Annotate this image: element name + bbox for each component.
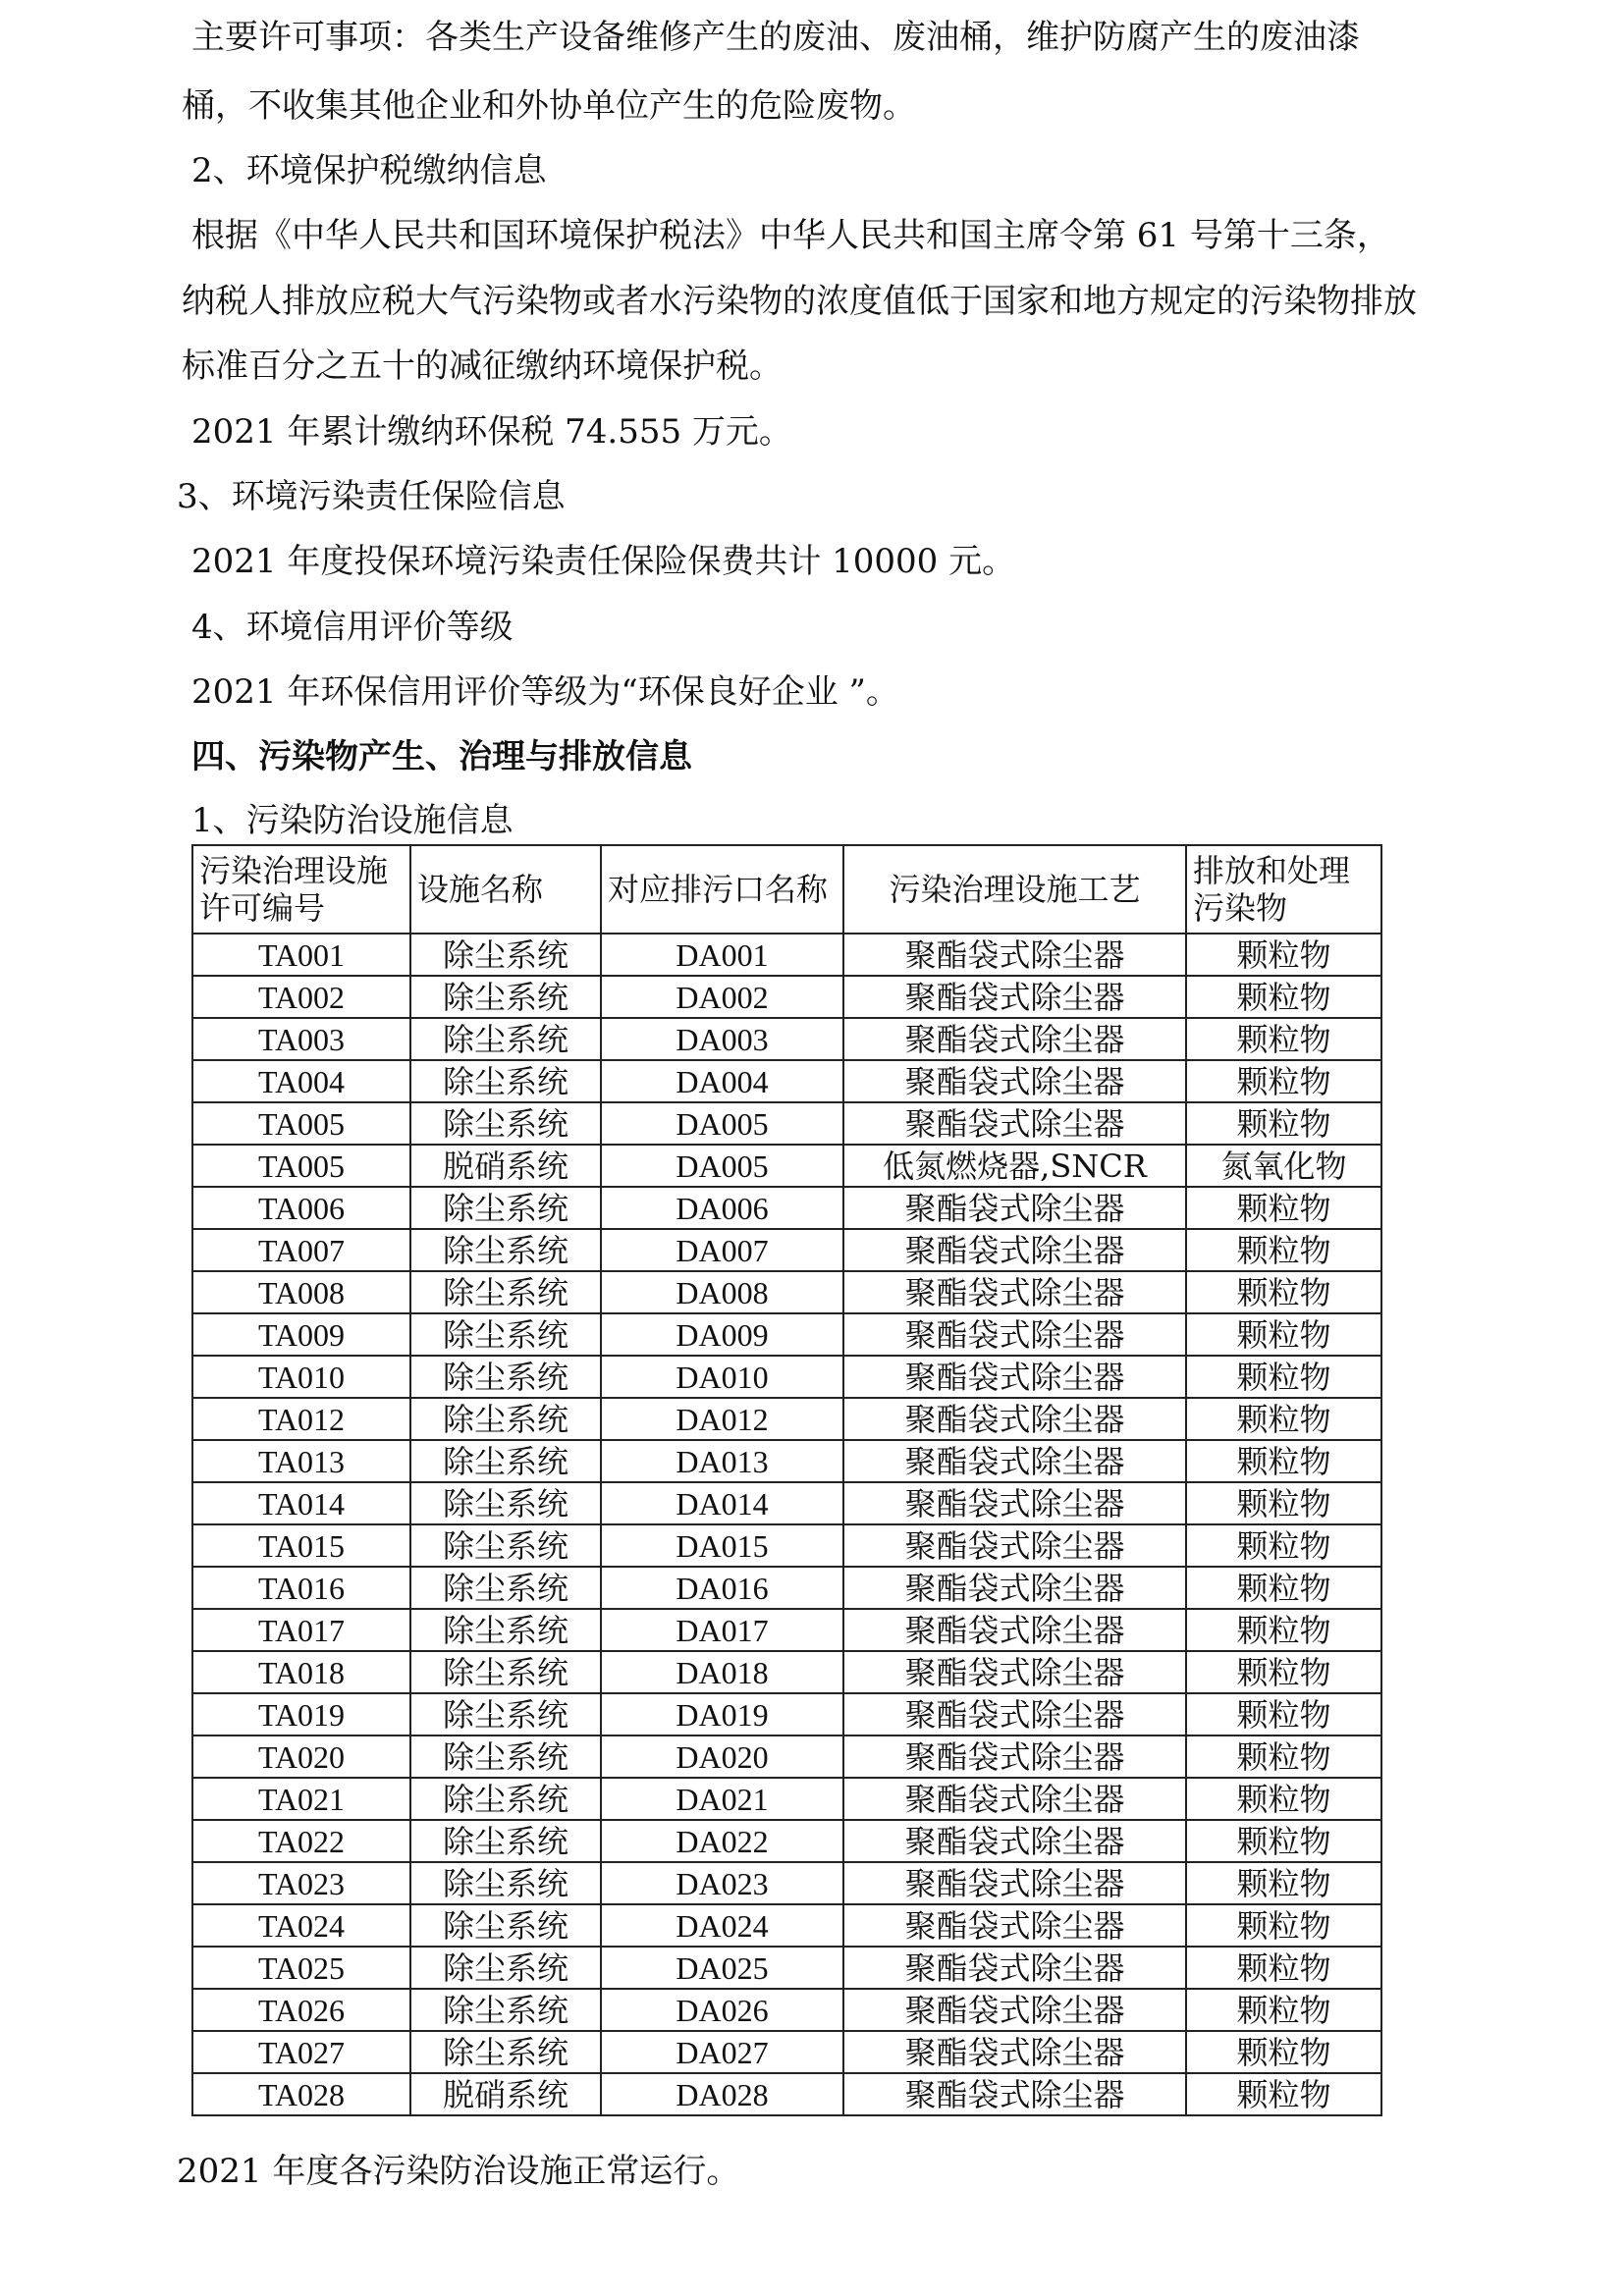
pollutant-cell: 颗粒物 bbox=[1186, 1187, 1381, 1229]
header-process: 污染治理设施工艺 bbox=[843, 845, 1186, 934]
outlet-name-cell: DA005 bbox=[601, 1102, 843, 1145]
header-outlet-name: 对应排污口名称 bbox=[601, 845, 843, 934]
table-header-row bbox=[192, 845, 1381, 934]
pollutant-cell: 颗粒物 bbox=[1186, 1778, 1381, 1820]
pollutant-cell: 颗粒物 bbox=[1186, 1229, 1381, 1271]
permit-id-cell: TA027 bbox=[192, 2031, 410, 2073]
table-row bbox=[192, 1735, 1381, 1778]
outlet-name-cell: DA025 bbox=[601, 1947, 843, 1989]
outlet-name-cell: DA023 bbox=[601, 1862, 843, 1904]
facility-name-cell: 除尘系统 bbox=[410, 1609, 601, 1651]
pollutant-cell: 颗粒物 bbox=[1186, 1693, 1381, 1735]
pollutant-cell: 颗粒物 bbox=[1186, 1524, 1381, 1567]
table-row bbox=[192, 1904, 1381, 1947]
pollutant-cell: 颗粒物 bbox=[1186, 1018, 1381, 1060]
facility-name-cell: 除尘系统 bbox=[410, 1398, 601, 1440]
table-row bbox=[192, 1567, 1381, 1609]
outlet-name-cell: DA016 bbox=[601, 1567, 843, 1609]
permit-id-cell: TA028 bbox=[192, 2073, 410, 2115]
permit-id-cell: TA010 bbox=[192, 1356, 410, 1398]
permit-id-cell: TA016 bbox=[192, 1567, 410, 1609]
permit-id-cell: TA017 bbox=[192, 1609, 410, 1651]
pollutant-cell: 颗粒物 bbox=[1186, 2031, 1381, 2073]
facility-name-cell: 除尘系统 bbox=[410, 1524, 601, 1567]
table-row bbox=[192, 1398, 1381, 1440]
permit-id-cell: TA024 bbox=[192, 1904, 410, 1947]
facility-name-cell: 除尘系统 bbox=[410, 1356, 601, 1398]
outlet-name-cell: DA001 bbox=[601, 934, 843, 976]
process-cell: 聚酯袋式除尘器 bbox=[843, 2031, 1186, 2073]
facility-name-cell: 除尘系统 bbox=[410, 1102, 601, 1145]
pollutant-cell: 颗粒物 bbox=[1186, 1482, 1381, 1524]
permit-id-cell: TA003 bbox=[192, 1018, 410, 1060]
insurance-heading: 3、环境污染责任保险信息 bbox=[177, 477, 566, 516]
table-row bbox=[192, 1145, 1381, 1187]
table-row bbox=[192, 1609, 1381, 1651]
outlet-name-cell: DA002 bbox=[601, 976, 843, 1018]
facility-name-cell: 脱硝系统 bbox=[410, 1145, 601, 1187]
outlet-name-cell: DA018 bbox=[601, 1651, 843, 1693]
facility-info-heading: 1、污染防治设施信息 bbox=[191, 801, 514, 840]
permit-id-cell: TA002 bbox=[192, 976, 410, 1018]
section-title: 四、污染物产生、治理与排放信息 bbox=[191, 737, 692, 776]
facility-name-cell: 除尘系统 bbox=[410, 1313, 601, 1356]
process-cell: 聚酯袋式除尘器 bbox=[843, 2073, 1186, 2115]
env-tax-paragraph-line-2: 纳税人排放应税大气污染物或者水污染物的浓度值低于国家和地方规定的污染物排放 bbox=[182, 282, 1417, 321]
process-cell: 聚酯袋式除尘器 bbox=[843, 1693, 1186, 1735]
credit-rating-heading: 4、环境信用评价等级 bbox=[191, 608, 514, 647]
facility-name-cell: 除尘系统 bbox=[410, 2031, 601, 2073]
process-cell: 聚酯袋式除尘器 bbox=[843, 1651, 1186, 1693]
process-cell: 聚酯袋式除尘器 bbox=[843, 1313, 1186, 1356]
permit-id-cell: TA026 bbox=[192, 1989, 410, 2031]
pollutant-cell: 颗粒物 bbox=[1186, 1947, 1381, 1989]
process-cell: 聚酯袋式除尘器 bbox=[843, 1018, 1186, 1060]
process-cell: 聚酯袋式除尘器 bbox=[843, 1904, 1186, 1947]
permit-id-cell: TA022 bbox=[192, 1820, 410, 1862]
table-row bbox=[192, 1187, 1381, 1229]
facility-name-cell: 除尘系统 bbox=[410, 1567, 601, 1609]
table-row bbox=[192, 1862, 1381, 1904]
permit-id-cell: TA005 bbox=[192, 1145, 410, 1187]
env-tax-paragraph-line-1: 根据《中华人民共和国环境保护税法》中华人民共和国主席令第 61 号第十三条， bbox=[191, 216, 1390, 255]
table-row bbox=[192, 1102, 1381, 1145]
outlet-name-cell: DA019 bbox=[601, 1693, 843, 1735]
outlet-name-cell: DA010 bbox=[601, 1356, 843, 1398]
table-row bbox=[192, 1778, 1381, 1820]
pollutant-cell: 颗粒物 bbox=[1186, 1862, 1381, 1904]
table-row bbox=[192, 2031, 1381, 2073]
pollutant-cell: 颗粒物 bbox=[1186, 2073, 1381, 2115]
table-row bbox=[192, 1440, 1381, 1482]
process-cell: 聚酯袋式除尘器 bbox=[843, 1356, 1186, 1398]
process-cell: 聚酯袋式除尘器 bbox=[843, 1989, 1186, 2031]
outlet-name-cell: DA017 bbox=[601, 1609, 843, 1651]
pollutant-cell: 颗粒物 bbox=[1186, 1989, 1381, 2031]
facility-name-cell: 除尘系统 bbox=[410, 1947, 601, 1989]
outlet-name-cell: DA015 bbox=[601, 1524, 843, 1567]
outlet-name-cell: DA028 bbox=[601, 2073, 843, 2115]
pollutant-cell: 颗粒物 bbox=[1186, 1313, 1381, 1356]
process-cell: 聚酯袋式除尘器 bbox=[843, 1947, 1186, 1989]
process-cell: 聚酯袋式除尘器 bbox=[843, 1524, 1186, 1567]
facility-name-cell: 除尘系统 bbox=[410, 1693, 601, 1735]
facility-name-cell: 除尘系统 bbox=[410, 1778, 601, 1820]
process-cell: 聚酯袋式除尘器 bbox=[843, 1440, 1186, 1482]
env-tax-heading: 2、环境保护税缴纳信息 bbox=[191, 151, 547, 190]
outlet-name-cell: DA009 bbox=[601, 1313, 843, 1356]
header-permit-id: 污染治理设施许可编号 bbox=[192, 845, 410, 934]
outlet-name-cell: DA026 bbox=[601, 1989, 843, 2031]
table-row bbox=[192, 1524, 1381, 1567]
table-row bbox=[192, 1060, 1381, 1102]
process-cell: 聚酯袋式除尘器 bbox=[843, 1229, 1186, 1271]
outlet-name-cell: DA024 bbox=[601, 1904, 843, 1947]
table-row bbox=[192, 1947, 1381, 1989]
table-row bbox=[192, 1356, 1381, 1398]
process-cell: 聚酯袋式除尘器 bbox=[843, 1567, 1186, 1609]
facility-name-cell: 除尘系统 bbox=[410, 1440, 601, 1482]
pollutant-cell: 颗粒物 bbox=[1186, 1060, 1381, 1102]
pollutant-cell: 颗粒物 bbox=[1186, 1651, 1381, 1693]
table-row bbox=[192, 1989, 1381, 2031]
process-cell: 低氮燃烧器,SNCR bbox=[843, 1145, 1186, 1187]
permit-id-cell: TA009 bbox=[192, 1313, 410, 1356]
facility-name-cell: 脱硝系统 bbox=[410, 2073, 601, 2115]
process-cell: 聚酯袋式除尘器 bbox=[843, 1862, 1186, 1904]
facility-name-cell: 除尘系统 bbox=[410, 1904, 601, 1947]
facility-name-cell: 除尘系统 bbox=[410, 1735, 601, 1778]
outlet-name-cell: DA014 bbox=[601, 1482, 843, 1524]
permit-id-cell: TA020 bbox=[192, 1735, 410, 1778]
pollutant-cell: 颗粒物 bbox=[1186, 934, 1381, 976]
table-row bbox=[192, 976, 1381, 1018]
permit-items-line-2: 桶，不收集其他企业和外协单位产生的危险废物。 bbox=[182, 86, 916, 126]
permit-id-cell: TA001 bbox=[192, 934, 410, 976]
permit-id-cell: TA008 bbox=[192, 1271, 410, 1313]
outlet-name-cell: DA027 bbox=[601, 2031, 843, 2073]
facility-name-cell: 除尘系统 bbox=[410, 1989, 601, 2031]
table-row bbox=[192, 1271, 1381, 1313]
pollutant-cell: 颗粒物 bbox=[1186, 1398, 1381, 1440]
permit-id-cell: TA007 bbox=[192, 1229, 410, 1271]
pollutant-cell: 颗粒物 bbox=[1186, 1820, 1381, 1862]
table-row bbox=[192, 1651, 1381, 1693]
pollutant-cell: 颗粒物 bbox=[1186, 1735, 1381, 1778]
table-row bbox=[192, 934, 1381, 976]
table-row bbox=[192, 1229, 1381, 1271]
facility-name-cell: 除尘系统 bbox=[410, 1820, 601, 1862]
permit-id-cell: TA006 bbox=[192, 1187, 410, 1229]
pollutant-cell: 颗粒物 bbox=[1186, 1609, 1381, 1651]
env-tax-paragraph-line-3: 标准百分之五十的减征缴纳环境保护税。 bbox=[182, 347, 783, 386]
pollutant-cell: 颗粒物 bbox=[1186, 976, 1381, 1018]
permit-id-cell: TA019 bbox=[192, 1693, 410, 1735]
facility-name-cell: 除尘系统 bbox=[410, 1651, 601, 1693]
facility-table bbox=[191, 844, 1382, 2116]
outlet-name-cell: DA008 bbox=[601, 1271, 843, 1313]
outlet-name-cell: DA022 bbox=[601, 1820, 843, 1862]
header-facility-name: 设施名称 bbox=[410, 845, 601, 934]
facility-name-cell: 除尘系统 bbox=[410, 934, 601, 976]
pollutant-cell: 颗粒物 bbox=[1186, 1271, 1381, 1313]
outlet-name-cell: DA006 bbox=[601, 1187, 843, 1229]
table-row bbox=[192, 2073, 1381, 2115]
outlet-name-cell: DA012 bbox=[601, 1398, 843, 1440]
outlet-name-cell: DA020 bbox=[601, 1735, 843, 1778]
process-cell: 聚酯袋式除尘器 bbox=[843, 1609, 1186, 1651]
outlet-name-cell: DA004 bbox=[601, 1060, 843, 1102]
permit-id-cell: TA014 bbox=[192, 1482, 410, 1524]
process-cell: 聚酯袋式除尘器 bbox=[843, 1820, 1186, 1862]
permit-id-cell: TA018 bbox=[192, 1651, 410, 1693]
process-cell: 聚酯袋式除尘器 bbox=[843, 1398, 1186, 1440]
outlet-name-cell: DA007 bbox=[601, 1229, 843, 1271]
process-cell: 聚酯袋式除尘器 bbox=[843, 1735, 1186, 1778]
header-pollutant: 排放和处理污染物 bbox=[1186, 845, 1381, 934]
pollutant-cell: 颗粒物 bbox=[1186, 1567, 1381, 1609]
table-row bbox=[192, 1820, 1381, 1862]
process-cell: 聚酯袋式除尘器 bbox=[843, 1060, 1186, 1102]
permit-id-cell: TA012 bbox=[192, 1398, 410, 1440]
permit-id-cell: TA023 bbox=[192, 1862, 410, 1904]
pollutant-cell: 颗粒物 bbox=[1186, 1102, 1381, 1145]
env-tax-amount: 2021 年累计缴纳环保税 74.555 万元。 bbox=[191, 412, 792, 452]
footer-note: 2021 年度各污染防治设施正常运行。 bbox=[177, 2152, 740, 2191]
facility-name-cell: 除尘系统 bbox=[410, 1187, 601, 1229]
facility-name-cell: 除尘系统 bbox=[410, 1271, 601, 1313]
process-cell: 聚酯袋式除尘器 bbox=[843, 1271, 1186, 1313]
pollutant-cell: 颗粒物 bbox=[1186, 1440, 1381, 1482]
permit-items-line-1: 主要许可事项：各类生产设备维修产生的废油、废油桶，维护防腐产生的废油漆 bbox=[191, 18, 1360, 57]
facility-name-cell: 除尘系统 bbox=[410, 1482, 601, 1524]
table-row bbox=[192, 1482, 1381, 1524]
facility-name-cell: 除尘系统 bbox=[410, 1229, 601, 1271]
facility-name-cell: 除尘系统 bbox=[410, 1018, 601, 1060]
process-cell: 聚酯袋式除尘器 bbox=[843, 1187, 1186, 1229]
pollutant-cell: 氮氧化物 bbox=[1186, 1145, 1381, 1187]
permit-id-cell: TA013 bbox=[192, 1440, 410, 1482]
process-cell: 聚酯袋式除尘器 bbox=[843, 1102, 1186, 1145]
process-cell: 聚酯袋式除尘器 bbox=[843, 1482, 1186, 1524]
facility-name-cell: 除尘系统 bbox=[410, 976, 601, 1018]
outlet-name-cell: DA013 bbox=[601, 1440, 843, 1482]
table-row bbox=[192, 1693, 1381, 1735]
process-cell: 聚酯袋式除尘器 bbox=[843, 934, 1186, 976]
credit-rating-paragraph: 2021 年环保信用评价等级为“环保良好企业 ”。 bbox=[191, 672, 899, 712]
permit-id-cell: TA025 bbox=[192, 1947, 410, 1989]
insurance-paragraph: 2021 年度投保环境污染责任保险保费共计 10000 元。 bbox=[191, 542, 1016, 581]
facility-name-cell: 除尘系统 bbox=[410, 1060, 601, 1102]
process-cell: 聚酯袋式除尘器 bbox=[843, 1778, 1186, 1820]
outlet-name-cell: DA021 bbox=[601, 1778, 843, 1820]
permit-id-cell: TA021 bbox=[192, 1778, 410, 1820]
table-row bbox=[192, 1313, 1381, 1356]
facility-name-cell: 除尘系统 bbox=[410, 1862, 601, 1904]
permit-id-cell: TA015 bbox=[192, 1524, 410, 1567]
pollutant-cell: 颗粒物 bbox=[1186, 1904, 1381, 1947]
process-cell: 聚酯袋式除尘器 bbox=[843, 976, 1186, 1018]
pollutant-cell: 颗粒物 bbox=[1186, 1356, 1381, 1398]
outlet-name-cell: DA005 bbox=[601, 1145, 843, 1187]
outlet-name-cell: DA003 bbox=[601, 1018, 843, 1060]
table-row bbox=[192, 1018, 1381, 1060]
permit-id-cell: TA005 bbox=[192, 1102, 410, 1145]
permit-id-cell: TA004 bbox=[192, 1060, 410, 1102]
